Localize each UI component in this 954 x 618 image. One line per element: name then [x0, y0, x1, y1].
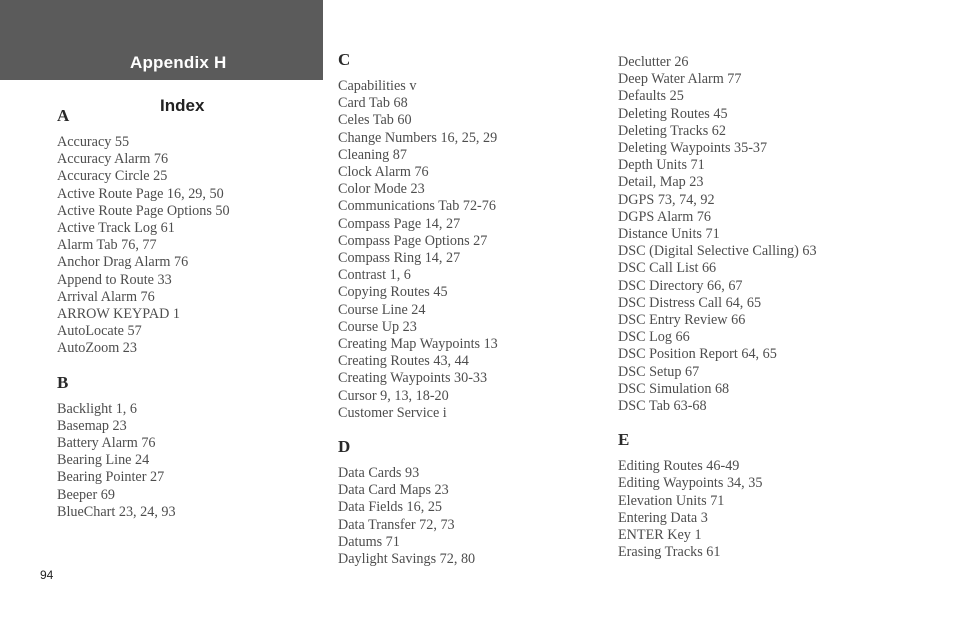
index-entry: DSC Call List 66 [618, 260, 717, 277]
index-entry: Bearing Line 24 [57, 452, 150, 469]
index-entry: Elevation Units 71 [618, 492, 725, 509]
index-entry: Deep Water Alarm 77 [618, 71, 742, 88]
index-entry: Editing Routes 46-49 [618, 458, 740, 475]
section-gap [57, 358, 230, 371]
index-entry: Change Numbers 16, 25, 29 [338, 129, 498, 146]
index-entry: Clock Alarm 76 [338, 164, 429, 181]
index-entry: Editing Waypoints 34, 35 [618, 475, 763, 492]
section-letter: A [57, 106, 70, 125]
index-entry: Daylight Savings 72, 80 [338, 551, 476, 568]
index-entry: Creating Map Waypoints 13 [338, 336, 498, 353]
section-letter: E [618, 430, 630, 450]
index-entry: Compass Ring 14, 27 [338, 250, 461, 267]
index-entry: Data Cards 93 [338, 465, 420, 482]
index-entry: BlueChart 23, 24, 93 [57, 503, 176, 520]
index-entry: DSC (Digital Selective Calling) 63 [618, 243, 817, 260]
index-entry: DSC Entry Review 66 [618, 312, 746, 329]
index-entry: Active Track Log 61 [57, 220, 175, 237]
index-title: Index [160, 96, 205, 115]
index-entry: Customer Service i [338, 404, 447, 421]
index-entry: Deleting Tracks 62 [618, 122, 726, 139]
index-entry: Accuracy Alarm 76 [57, 151, 169, 168]
index-entry: DSC Tab 63-68 [618, 398, 707, 415]
page-number: 94 [40, 568, 54, 582]
index-entry: Beeper 69 [57, 486, 115, 503]
index-entry: Active Route Page Options 50 [57, 202, 230, 219]
index-entry: DSC Log 66 [618, 329, 690, 346]
index-column-1 [57, 104, 230, 521]
index-entry: DSC Simulation 68 [618, 380, 730, 397]
index-entry: Backlight 1, 6 [57, 400, 137, 417]
index-entry: Active Route Page 16, 29, 50 [57, 185, 224, 202]
index-entry: Detail, Map 23 [618, 174, 704, 191]
section-letter: B [57, 372, 69, 392]
index-entry: Cursor 9, 13, 18-20 [338, 387, 449, 404]
index-entry: Contrast 1, 6 [338, 267, 411, 284]
section-gap [618, 415, 817, 428]
index-entry: Compass Page Options 27 [338, 232, 488, 249]
index-entry: Anchor Drag Alarm 76 [57, 254, 189, 271]
index-entry: Arrival Alarm 76 [57, 288, 155, 305]
section-letter: C [338, 50, 351, 69]
index-entry: Append to Route 33 [57, 271, 172, 288]
index-entry: Copying Routes 45 [338, 284, 448, 301]
index-entry: Basemap 23 [57, 417, 127, 434]
index-entry: Data Fields 16, 25 [338, 499, 443, 516]
index-entry: Bearing Pointer 27 [57, 469, 165, 486]
index-entry: Deleting Waypoints 35-37 [618, 140, 768, 157]
index-entry: Datums 71 [338, 533, 400, 550]
index-entry: Celes Tab 60 [338, 112, 412, 129]
index-entry: Accuracy Circle 25 [57, 168, 168, 185]
index-entry: Color Mode 23 [338, 181, 425, 198]
index-entry: Capabilities v [338, 78, 417, 94]
index-entry: ENTER Key 1 [618, 527, 702, 544]
index-entry: Creating Routes 43, 44 [338, 353, 469, 370]
index-entry: Defaults 25 [618, 88, 684, 105]
index-entry: Communications Tab 72-76 [338, 198, 496, 215]
index-entry: Course Line 24 [338, 301, 426, 318]
index-entry: ARROW KEYPAD 1 [57, 306, 180, 323]
index-entry: DGPS 73, 74, 92 [618, 191, 715, 208]
index-entry: Alarm Tab 76, 77 [57, 237, 157, 254]
index-entry: AutoZoom 23 [57, 340, 137, 357]
index-entry: DGPS Alarm 76 [618, 208, 712, 225]
index-entry: Declutter 26 [618, 54, 689, 70]
index-entry: Battery Alarm 76 [57, 435, 156, 452]
index-entry: Creating Waypoints 30-33 [338, 370, 488, 387]
index-entry: AutoLocate 57 [57, 323, 142, 340]
index-column-2 [338, 48, 498, 568]
index-column-3 [618, 54, 817, 561]
index-entry: DSC Distress Call 64, 65 [618, 294, 762, 311]
section-gap [338, 422, 498, 435]
index-entry: Course Up 23 [338, 318, 417, 335]
index-entry: DSC Setup 67 [618, 363, 700, 380]
index-entry: Depth Units 71 [618, 157, 705, 174]
index-entry: Accuracy 55 [57, 134, 130, 150]
index-entry: Data Card Maps 23 [338, 482, 449, 499]
index-entry: DSC Position Report 64, 65 [618, 346, 777, 363]
index-entry: Distance Units 71 [618, 226, 720, 243]
appendix-title: Appendix H [130, 53, 227, 72]
index-entry: Compass Page 14, 27 [338, 215, 461, 232]
index-entry: Cleaning 87 [338, 146, 407, 163]
index-entry: Entering Data 3 [618, 509, 708, 526]
index-entry: Data Transfer 72, 73 [338, 516, 455, 533]
index-entry: Erasing Tracks 61 [618, 544, 721, 561]
section-letter: D [338, 437, 351, 457]
index-entry: Deleting Routes 45 [618, 105, 728, 122]
index-entry: Card Tab 68 [338, 95, 408, 112]
index-entry: DSC Directory 66, 67 [618, 277, 743, 294]
